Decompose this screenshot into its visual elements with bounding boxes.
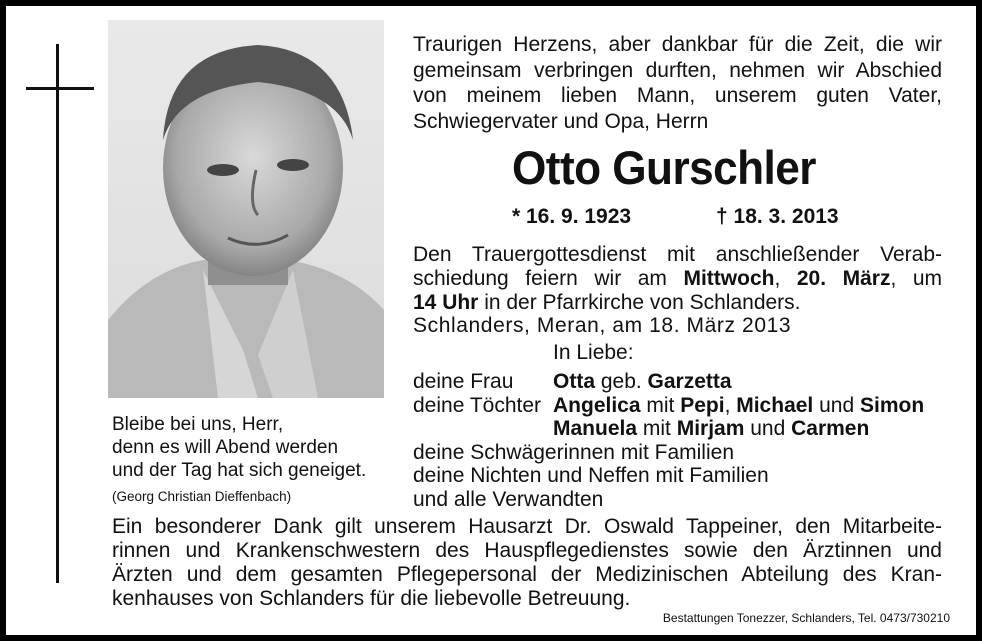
bible-verse: [112, 413, 366, 482]
undertaker-credit: Bestattungen Tonezzer, Schlanders, Tel. 0473/730210: [662, 611, 950, 625]
family-label: deine Töchter: [413, 393, 542, 417]
in-love-heading: In Liebe:: [553, 341, 634, 364]
verse-line: und der Tag hat sich geneiget.: [112, 460, 367, 481]
death-date: † 18. 3. 2013: [716, 205, 839, 228]
family-names: Manuela mit Mirjam und Carmen: [553, 417, 870, 441]
verse-line: denn es will Abend werden: [112, 437, 339, 458]
service-line: 14 Uhr in der Pfarrkirche von Schlanders.: [413, 291, 801, 314]
family-label: deine Nichten und Neffen mit Familien: [413, 464, 769, 488]
thanks-line: kenhauses von Schlanders für die liebevolle Betreuung.: [112, 587, 631, 610]
cross-icon-bar: [26, 87, 94, 90]
family-label: deine Frau: [413, 370, 514, 393]
thanks-line: Ärzten und dem gesamten Pflegepersonal der Medizinischen Abteilung des Kran-: [112, 563, 942, 586]
family-names: Otta geb. Garzetta: [553, 370, 732, 393]
service-line: schiedung feiern wir am Mittwoch, 20. März, um: [413, 267, 943, 290]
deceased-name: Otto Gurschler: [512, 141, 816, 194]
birth-date: * 16. 9. 1923: [512, 205, 632, 228]
intro-line: Schwiegervater und Opa, Herrn: [413, 109, 709, 133]
intro-text: [413, 32, 942, 134]
portrait-photo: [108, 20, 384, 398]
verse-source: (Georg Christian Dieffenbach): [112, 489, 292, 504]
intro-line: Traurigen Herzens, aber dankbar für die Zeit, die wir: [413, 33, 942, 56]
thanks-text: [112, 515, 942, 611]
intro-line: von meinem lieben Mann, unserem guten Vater,: [413, 84, 942, 107]
family-label: deine Schwägerinnen mit Familien: [413, 440, 734, 464]
service-announcement: [413, 243, 942, 315]
family-names: Angelica mit Pepi, Michael und Simon: [553, 393, 925, 417]
cross-icon: [56, 44, 59, 583]
family-label: und alle Verwandten: [413, 488, 604, 511]
verse-line: Bleibe bei uns, Herr,: [112, 414, 284, 435]
intro-line: gemeinsam verbringen durften, nehmen wir Abschied: [413, 58, 942, 82]
thanks-line: Ein besonderer Dank gilt unserem Hausarzt Dr. Oswald Tappeiner, den Mitarbeite-: [112, 515, 942, 538]
place-date: Schlanders, Meran, am 18. März 2013: [413, 314, 792, 337]
thanks-line: rinnen und Krankenschwestern des Hauspflegedienstes sowie den Ärztinnen und: [112, 539, 942, 562]
service-line: Den Trauergottesdienst mit anschließender Verab-: [413, 243, 942, 266]
